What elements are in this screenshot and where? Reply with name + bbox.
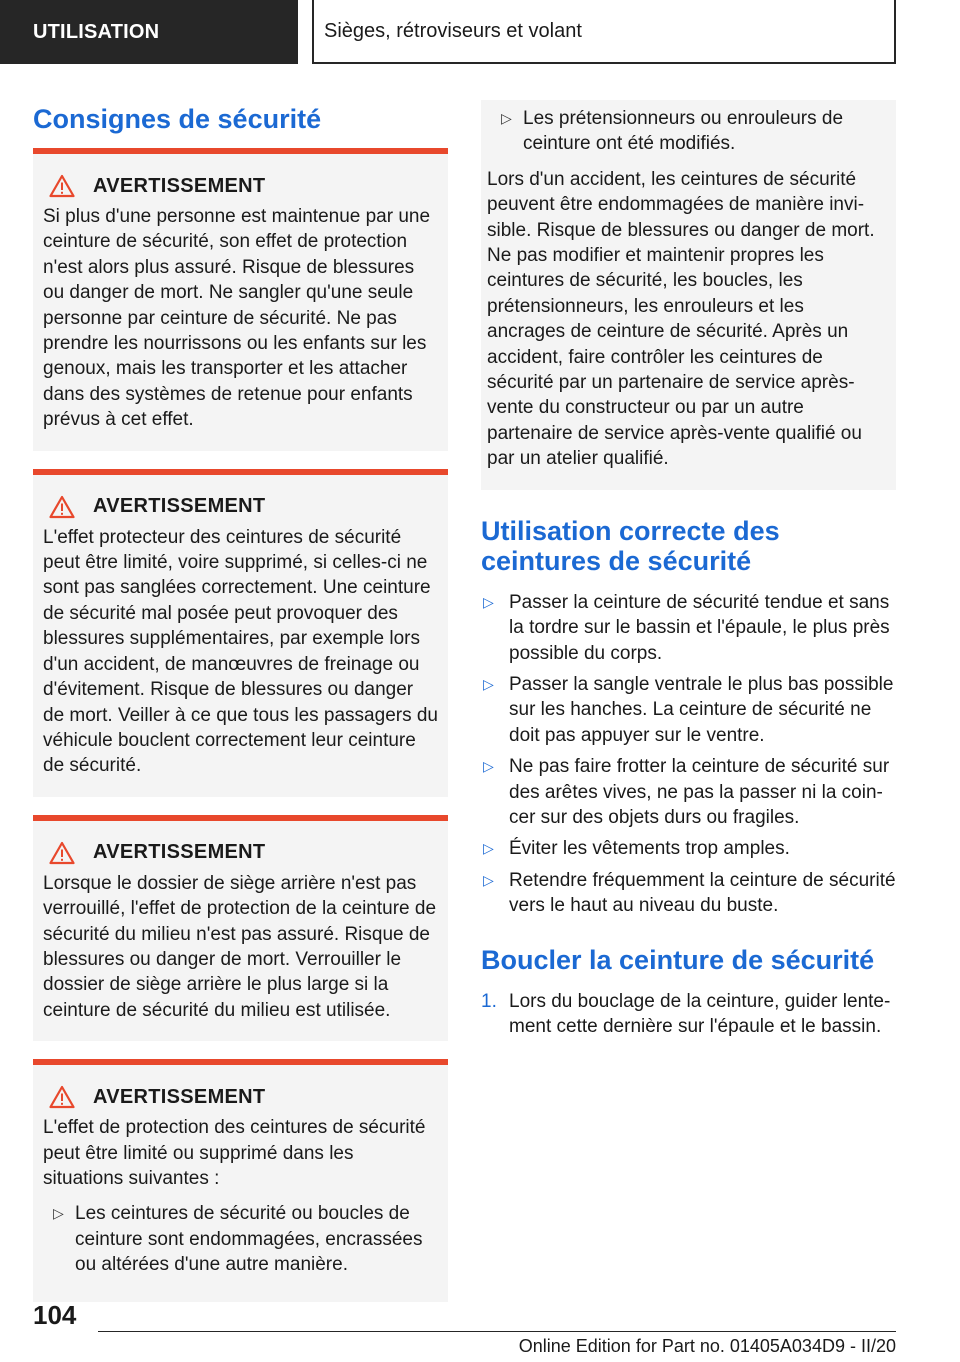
footer-rule <box>98 1331 896 1332</box>
footer-edition: Online Edition for Part no. 01405A034D9 - II/20 <box>518 1336 896 1356</box>
list-item: ▷ Les ceintures de sécurité ou boucles de ceinture sont endommagées, encrassées ou altérées d'une autre manière. <box>53 1203 423 1276</box>
warning-text: L'effet de protection des ceintures de sécurité peut être limité ou supprimé dans les situations suivantes : <box>43 1117 426 1189</box>
warning-heading <box>49 174 438 198</box>
triangle-bullet-icon: ▷ <box>483 593 494 610</box>
left-column <box>33 100 448 1320</box>
page-number: 104 <box>33 1300 77 1330</box>
header-chapter-tab <box>312 0 896 64</box>
warning-continuation-box <box>481 100 896 490</box>
triangle-bullet-icon: ▷ <box>483 871 494 888</box>
list-item: 1. Lors du bouclage de la ceinture, guider lentement cette dernière sur l'épaule et le bassin. <box>481 990 891 1037</box>
list-item: ▷ Éviter les vêtements trop amples. <box>481 836 896 861</box>
warning-heading <box>49 841 438 865</box>
buckle-steps-list <box>481 989 896 1040</box>
section-title-buckle: Boucler la ceinture de sécurité <box>481 944 875 975</box>
warning-label: AVERTISSEMENT <box>93 841 266 864</box>
warning-text: Si plus d'une personne est maintenue par une ceinture de sécurité, son effet de protection n'est alors plus assuré. Risque de blessures ou danger de mort. Ne sangler qu'une seule personne par ceinture de sécurité. Ne pas prendre les nourrissons ou les enfants sur les genoux, mais les transporter et les attacher dans des systèmes de retenue pour enfants prévus à cet effet. <box>43 206 431 431</box>
warning-label: AVERTISSEMENT <box>93 1085 266 1108</box>
list-item: ▷ Retendre fréquemment la ceinture de sécurité vers le haut au niveau du buste. <box>483 869 896 917</box>
warning-box-3 <box>33 815 448 1041</box>
warning-triangle-icon <box>49 495 75 519</box>
triangle-bullet-icon: ▷ <box>501 110 512 126</box>
step-number: 1. <box>481 990 497 1012</box>
section-title-safety: Consignes de sécurité <box>33 104 322 134</box>
right-column <box>481 100 896 1039</box>
list-item: ▷ Les prétensionneurs ou enrouleurs de ceinture ont été modifiés. <box>501 108 844 155</box>
triangle-bullet-icon: ▷ <box>483 675 494 692</box>
warning-box-1 <box>33 148 448 451</box>
triangle-bullet-icon: ▷ <box>483 840 494 857</box>
list-item: ▷ Passer la ceinture de sécurité tendue et sans la tordre sur le bassin et l'épaule, le plus près possible du corps. <box>483 591 890 664</box>
warning-bullet-list <box>487 106 886 157</box>
warning-box-4 <box>33 1059 448 1301</box>
warning-triangle-icon <box>49 841 75 865</box>
list-item: ▷ Passer la sangle ventrale le plus bas possible sur les hanches. La ceinture de sécurité ne doit pas appuyer sur le ventre. <box>483 673 894 746</box>
list-item: ▷ Ne pas faire frotter la ceinture de sécurité sur des arêtes vives, ne pas la passer ni la coincer sur des objets durs ou fragiles. <box>483 756 890 828</box>
warning-box-2 <box>33 469 448 797</box>
warning-label: AVERTISSEMENT <box>93 495 266 518</box>
triangle-bullet-icon: ▷ <box>483 758 494 775</box>
warning-heading <box>49 1085 438 1109</box>
header-chapter-label: Sièges, rétroviseurs et volant <box>324 19 582 42</box>
warning-bullet-list <box>43 1201 438 1277</box>
warning-triangle-icon <box>49 1085 75 1109</box>
section-title-correct-use: Utilisation correcte des ceintures de sécurité <box>481 515 780 576</box>
correct-use-list <box>481 590 896 919</box>
warning-text: L'effet protecteur des ceintures de sécurité peut être limité, voire supprimé, si celles-ci ne sont pas sanglées correctement. Une ceinture de sécurité mal posée peut provoquer des blessures supplémentaires, par exemple lors d'un accident, de manœuvres de freinage ou d'évitement. Risque de blessures ou danger de mort. Veiller à ce que tous les passagers du véhicule bouclent correctement leur ceinture de sécurité. <box>43 526 439 777</box>
triangle-bullet-icon: ▷ <box>53 1205 64 1222</box>
warning-text: Lorsque le dossier de siège arrière n'est pas verrouillé, l'effet de protection de la ceinture de sécurité du milieu n'est pas assuré. Risque de blessures ou danger de mort. Verrouiller le dossier de siège arrière le plus large si la ceinture de sécurité du milieu est utilisée. <box>43 872 437 1021</box>
warning-heading <box>49 495 438 519</box>
header-section-tab <box>0 0 298 64</box>
warning-label: AVERTISSEMENT <box>93 174 266 197</box>
warning-text: Lors d'un accident, les ceintures de sécurité peuvent être endommagées de manière invisible. Risque de blessures ou danger de mort. Ne pas modifier et maintenir propres les ceintures de sécurité, les boucles, les prétensionneurs, les enrouleurs et les ancrages de ceinture de sécurité. Après un accident, faire contrôler les ceintures de sécurité par un partenaire de service après-vente du constructeur ou par un autre partenaire de service après-vente qualifié ou par un atelier qualifié. <box>487 168 875 470</box>
warning-triangle-icon <box>49 174 75 198</box>
header-section-label: UTILISATION <box>33 20 160 43</box>
